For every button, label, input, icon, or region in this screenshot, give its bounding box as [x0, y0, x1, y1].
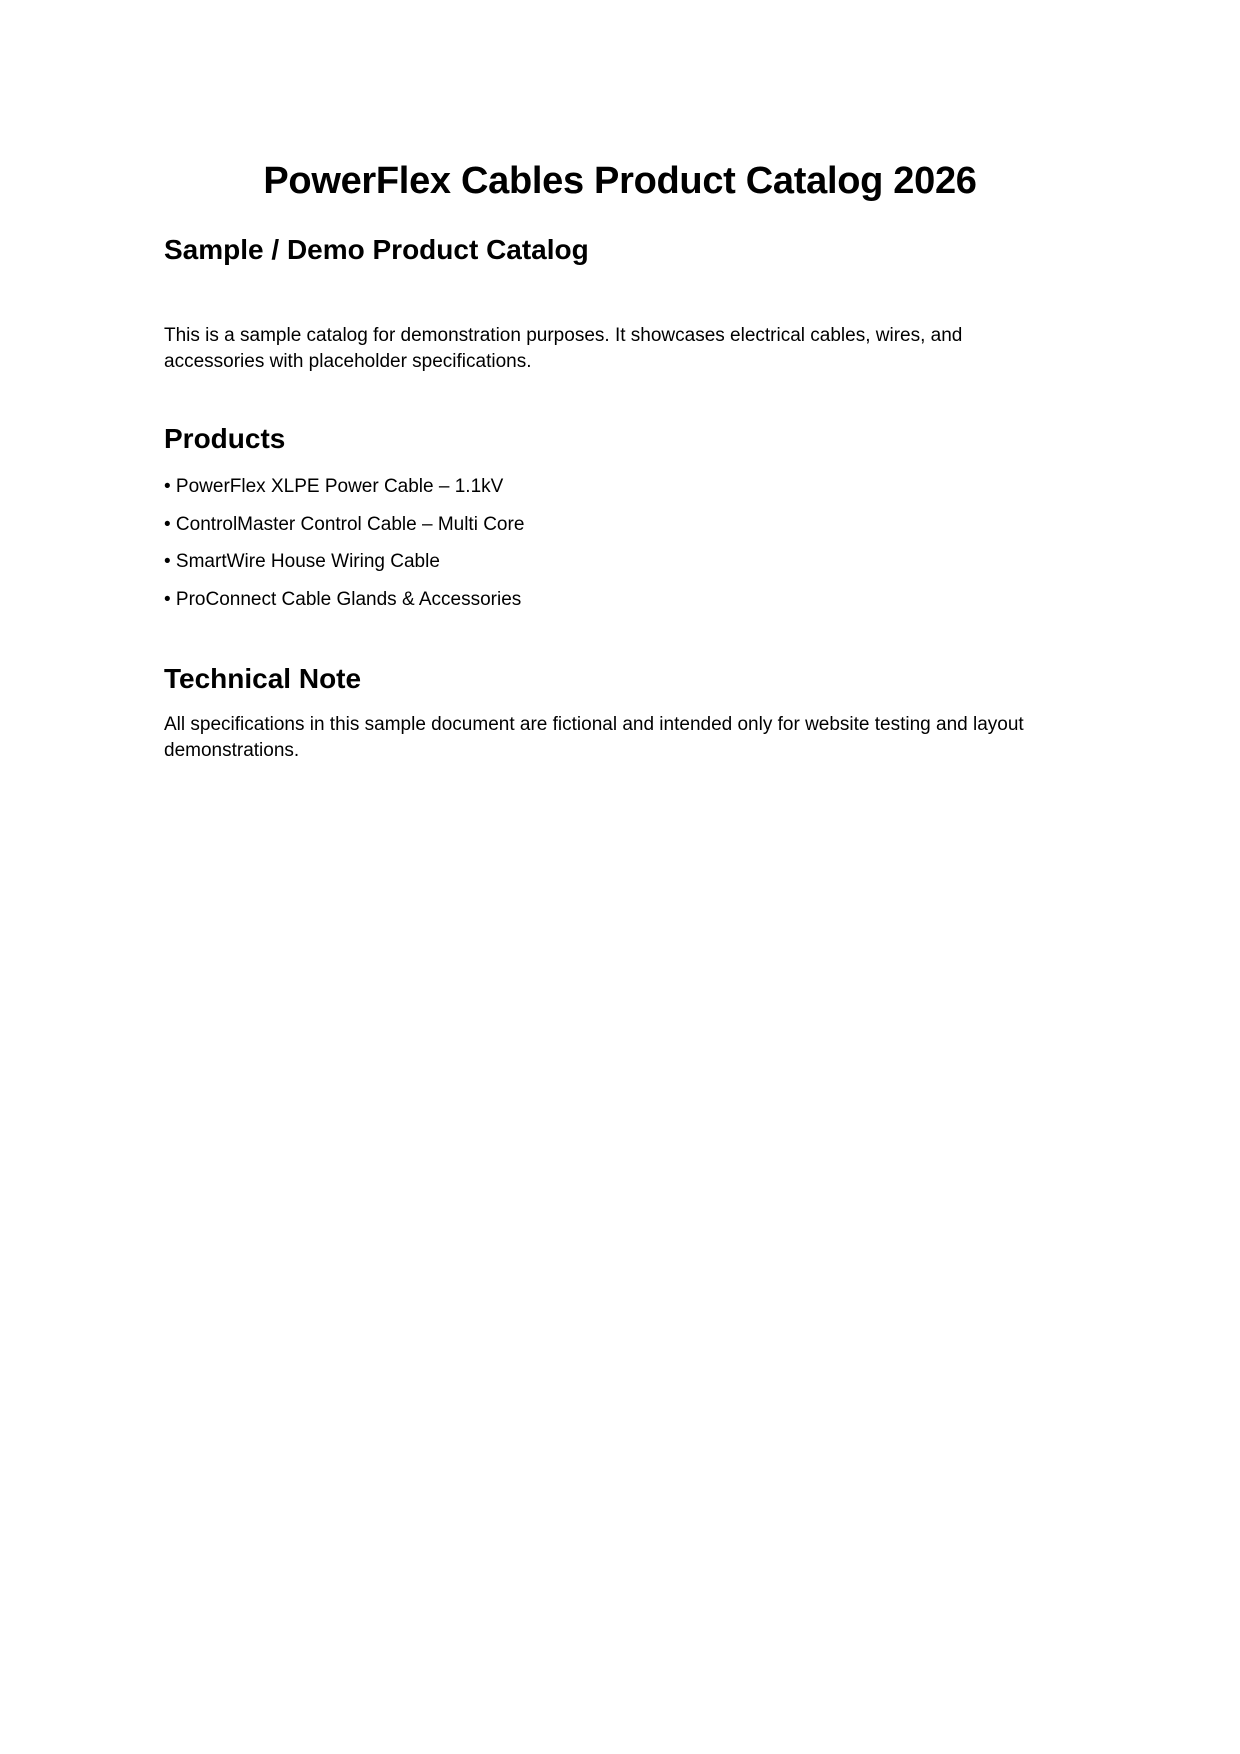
document-subtitle: Sample / Demo Product Catalog [164, 234, 589, 265]
product-item: • ControlMaster Control Cable – Multi Core [164, 513, 525, 535]
products-heading: Products [164, 423, 286, 454]
product-item: • PowerFlex XLPE Power Cable – 1.1kV [164, 476, 504, 497]
intro-paragraph: This is a sample catalog for demonstration purposes. It showcases electrical cables, wires, and accessories with placeholder specifications. [164, 325, 963, 372]
technical-note-text: All specifications in this sample document are fictional and intended only for website testing and layout demonstrations. [164, 714, 1024, 761]
technical-note-heading: Technical Note [164, 663, 362, 694]
product-list [164, 475, 524, 625]
product-item: • SmartWire House Wiring Cable [164, 551, 440, 572]
product-item: • ProConnect Cable Glands & Accessories [164, 588, 522, 610]
document-title: PowerFlex Cables Product Catalog 2026 [263, 160, 977, 202]
